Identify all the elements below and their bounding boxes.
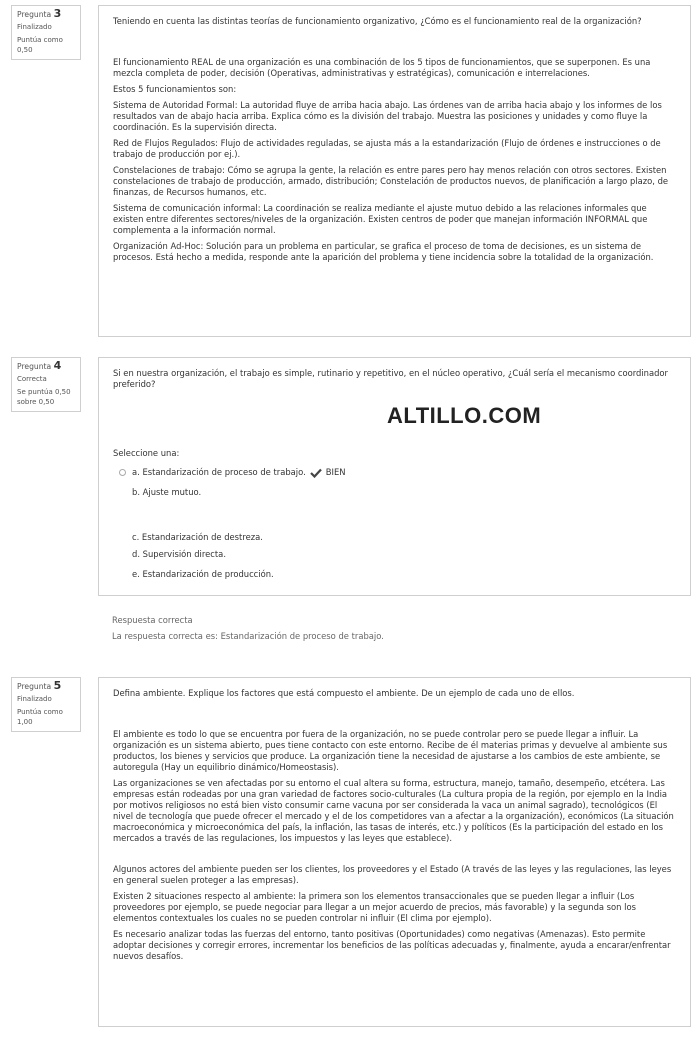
- answer-paragraph: Estos 5 funcionamientos son:: [113, 84, 237, 94]
- question-number-value: 5: [53, 679, 62, 692]
- option-label: d. Supervisión directa.: [132, 549, 226, 559]
- question-text: Defina ambiente. Explique los factores que está compuesto el ambiente. De un ejemplo de cada uno de ellos.: [113, 688, 575, 698]
- question-number-value: 3: [53, 7, 62, 20]
- question-state: Correcta: [17, 374, 47, 383]
- answer-paragraph: Sistema de comunicación informal: La coordinación se realiza mediante el ajuste mutuo debido a las relaciones informales que existen entre diferentes sectores/niveles de la organización. Existen centros de poder que manejan información INFORMAL que complementa a la información normal.: [113, 203, 648, 235]
- question-state: Finalizado: [17, 694, 52, 703]
- question-grade: Puntúa como 0,50: [17, 36, 63, 54]
- feedback-status: Respuesta correcta: [112, 615, 193, 625]
- question-content-5: [98, 677, 691, 1027]
- answer-paragraph: Organización Ad-Hoc: Solución para un problema en particular, se grafica el proceso de toma de decisiones, es un sistema de procesos. Está hecho a medida, responde ante la aparición del problema y tiene incidencia sobre la totalidad de la organización.: [113, 241, 654, 262]
- check-icon: [310, 468, 322, 478]
- answer-prompt: Seleccione una:: [113, 448, 180, 458]
- option-label: b. Ajuste mutuo.: [132, 487, 202, 497]
- answer-text: [113, 57, 676, 263]
- option-label: e. Estandarización de producción.: [132, 569, 274, 579]
- answer-paragraph: Algunos actores del ambiente pueden ser los clientes, los proveedores y el Estado (A través de las leyes y las regulaciones, las leyes en general suelen proteger a las empresas).: [113, 864, 672, 885]
- option-e[interactable]: [132, 569, 274, 580]
- question-number: [17, 681, 75, 692]
- question-text: Teniendo en cuenta las distintas teorías de funcionamiento organizativo, ¿Cómo es el funcionamiento real de la organización?: [113, 16, 642, 26]
- feedback-right-answer: La respuesta correcta es: Estandarización de proceso de trabajo.: [112, 631, 384, 641]
- option-b[interactable]: [132, 487, 201, 498]
- question-grade: Puntúa como 1,00: [17, 708, 63, 726]
- question-label: Pregunta: [17, 362, 52, 371]
- question-content-3: [98, 5, 691, 337]
- answer-paragraph: Red de Flujos Regulados: Flujo de actividades reguladas, se ajusta más a la estandarización (Flujo de órdenes e instrucciones o de trabajo de producción por ej.).: [113, 138, 661, 159]
- answer-paragraph: Existen 2 situaciones respecto al ambiente: la primera son los elementos transaccionales que se pueden llegar a influir (Los proveedores por ejemplo, se puede negociar para llegar a un mejor acuerdo de precios, más favorable) y la segunda son los elementos contextuales los cuales no se pueden controlar ni influir (El clima por ejemplo).: [113, 891, 636, 923]
- option-label: c. Estandarización de destreza.: [132, 532, 263, 542]
- question-grade: Se puntúa 0,50 sobre 0,50: [17, 388, 71, 406]
- question-label: Pregunta: [17, 10, 52, 19]
- answer-paragraph: El funcionamiento REAL de una organización es una combinación de los 5 tipos de funcionamientos, que se superponen. Es una mezcla completa de poder, decisión (Operativas, administrativas y estratégicas), comunicación e interrelaciones.: [113, 57, 651, 78]
- question-label: Pregunta: [17, 682, 52, 691]
- question-info-5: [11, 677, 81, 732]
- question-number: [17, 361, 75, 372]
- question-number-value: 4: [53, 359, 62, 372]
- question-info-4: [11, 357, 81, 412]
- answer-paragraph: Sistema de Autoridad Formal: La autoridad fluye de arriba hacia abajo. Las órdenes van de arriba hacia abajo y los informes de los resultados van de abajo hacia arriba. Explica cómo es la división del trabajo. Muestra las posiciones y unidades y como fluye la coordinación. Es la supervisión directa.: [113, 100, 662, 132]
- question-content-4: [98, 357, 691, 596]
- answer-paragraph: Las organizaciones se ven afectadas por su entorno el cual altera su forma, estructura, manejo, tamaño, desempeño, etcétera. Las empresas están rodeadas por una gran variedad de factores socio-culturales (La cultura propia de la región, por ejemplo en la India por motivos religiosos no está bien visto consumir carne vacuna por ser considerada la vaca un animal sagrado), tecnológicos (El nivel de tecnología que puede ofrecer el mercado y el de los competidores van a afectar a la organización), económicos (La situación macroeconómica y microeconómica del país, la inflación, las tasas de interés, etc.) y políticos (Es la participación del estado en los mercados a través de las regulaciones, los impuestos y las leyes que establece).: [113, 778, 674, 843]
- option-label: a. Estandarización de proceso de trabajo.: [132, 467, 306, 477]
- feedback: [112, 615, 384, 647]
- answer-text: [113, 729, 676, 962]
- question-number: [17, 9, 75, 20]
- option-a[interactable]: [119, 467, 346, 478]
- question-text: Si en nuestra organización, el trabajo es simple, rutinario y repetitivo, en el núcleo operativo, ¿Cuál sería el mecanismo coordinador preferido?: [113, 368, 668, 389]
- answer-paragraph: Es necesario analizar todas las fuerzas del entorno, tanto positivas (Oportunidades) como negativas (Amenazas). Esto permite adoptar decisiones y corregir errores, incrementar los beneficios de las políticas adecuadas y, finalmente, ayuda a encarar/enfrentar nuevos desafíos.: [113, 929, 671, 961]
- radio-icon[interactable]: [119, 469, 126, 476]
- answer-paragraph: Constelaciones de trabajo: Cómo se agrupa la gente, la relación es entre pares pero hay menos relación con otros sectores. Existen constelaciones de trabajo de producción, armado, distribución; Constelación de productos nuevos, de planificación a largo plazo, de finanzas, de Recursos humanos, etc.: [113, 165, 669, 197]
- question-state: Finalizado: [17, 22, 52, 31]
- option-d[interactable]: [132, 549, 226, 560]
- option-c[interactable]: [132, 532, 263, 543]
- altillo-logo: ALTILLO.COM: [387, 403, 542, 428]
- answer-paragraph: El ambiente es todo lo que se encuentra por fuera de la organización, no se puede controlar pero se puede llegar a influir. La organización es un sistema abierto, pues tiene contacto con este entorno. Recibe de él materias primas y devuelve al ambiente sus productos, los bienes y servicios que produce. La organización tiene la necesidad de ajustarse a los cambios de este ambiente, se autoregula (Hay un equilibrio dinámico/Homeostasis).: [113, 729, 668, 772]
- question-info-3: [11, 5, 81, 60]
- correct-mark: BIEN: [325, 467, 346, 477]
